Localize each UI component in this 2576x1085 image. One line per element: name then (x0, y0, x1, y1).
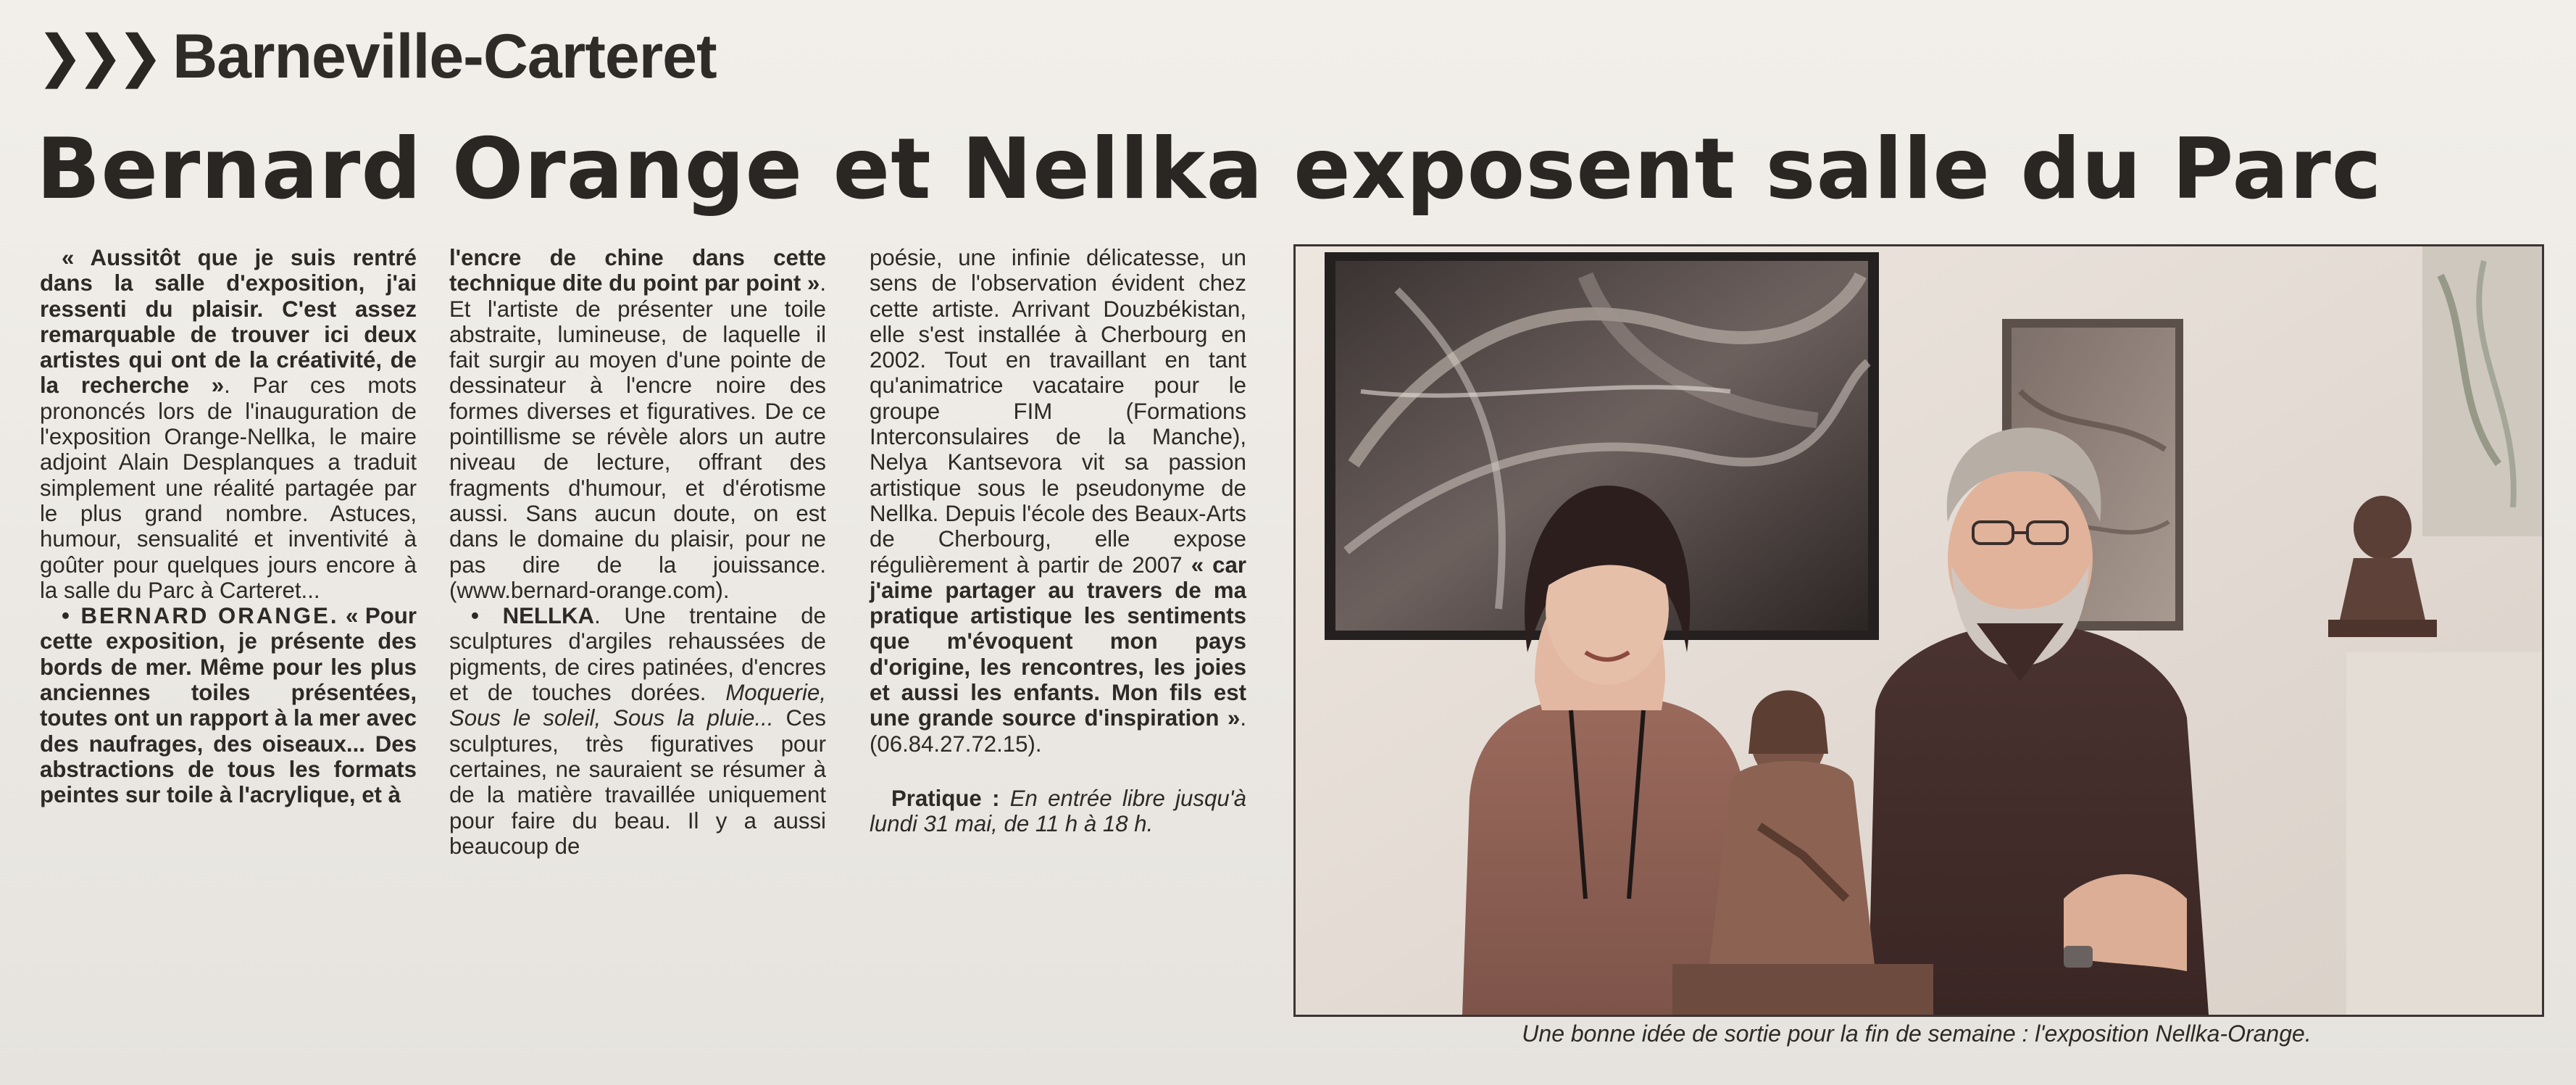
practical-text: En entrée libre jusqu'à lundi 31 mai, de 11 h à 18 h. (870, 785, 1246, 837)
nellka-text-1: . Une trentaine de sculptures d'argiles rehaussées de pigments, de cires patinées, d'encres et de touches dorées. (449, 603, 826, 706)
section-heading-nellka: • NELLKA (471, 603, 595, 629)
phone-number: . (06.84.27.72.15). (870, 705, 1246, 757)
photo-caption: Une bonne idée de sortie pour la fin de semaine : l'exposition Nellka-Orange. (1522, 1020, 2312, 1047)
nellka-titles: Moquerie, Sous le soleil, Sous la pluie... (449, 680, 826, 731)
orange-quote: « Pour cette exposition, je présente des bords de mer. Même pour les plus anciennes toiles présentées, toutes ont un rapport à la mer avec des naufrages, des oiseaux... Des abstractions de tous les formats peintes sur toile à l'acrylique, et à (40, 603, 417, 808)
section-heading-orange: • BERNARD ORANGE. (62, 603, 339, 629)
rubric-header (36, 20, 717, 93)
practical-label: Pratique : (891, 785, 1000, 811)
article-column-2 (449, 245, 826, 859)
wall-plant-panel (2422, 246, 2542, 536)
intro-quote: « Aussitôt que je suis rentré dans la salle d'exposition, j'ai ressenti du plaisir. C'est assez remarquable de trouver ici deux artistes qui ont de la créativité, de la recherche » (40, 245, 417, 399)
practical-info (870, 786, 1246, 837)
rubric-title: Barneville-Carteret (172, 22, 717, 91)
article-paragraph (40, 603, 417, 807)
article-column-1 (40, 245, 417, 808)
article-paragraph (40, 245, 417, 603)
intro-text: . Par ces mots prononcés lors de l'inauguration de l'exposition Orange-Nellka, le maire adjoint Alain Desplanques a traduit simplement une réalité partagée par le plus grand nombre. Astuces, humour, sensualité et inventivité à goûter pour quelques jours encore à la salle du Parc à Carteret... (40, 373, 417, 603)
nellka-text-2: Ces sculptures, très figuratives pour certaines, ne sauraient se résumer à de la matière travaillée uniquement pour faire du beau. Il y a aussi beaucoup de (449, 705, 826, 859)
article-column-3 (870, 245, 1246, 837)
article-photo (1293, 244, 2544, 1017)
orange-text: . Et l'artiste de présenter une toile abstraite, lumineuse, de laquelle il fait surgir au moyen d'une pointe de dessinateur à l'encre noire des formes diverses et figuratives. De ce pointillisme se révèle alors un autre niveau de lecture, offrant des fragments d'humour, et d'érotisme aussi. Sans aucun doute, on est dans le domaine du plaisir, pour ne pas dire de la jouissance. (www.bernard-orange.com). (449, 270, 826, 603)
orange-quote-end: l'encre de chine dans cette technique dite du point par point » (449, 245, 826, 296)
chevron-right-icon: ❯❯❯ (36, 24, 157, 89)
nellka-text-3: poésie, une infinie délicatesse, un sens de l'observation évident chez cette artiste. Arrivant Douzbékistan, elle s'est installée à Cherbourg en 2002. Tout en travaillant en tant qu'animatrice vacataire pour le groupe FIM (Formations Interconsulaires de la Manche), Nelya Kantsevora vit sa passion artistique sous le pseudonyme de Nellka. Depuis l'école des Beaux-Arts de Cherbourg, elle expose régulièrement à partir de 2007 (870, 245, 1246, 578)
article-paragraph (449, 245, 826, 603)
nellka-quote: « car j'aime partager au travers de ma pratique artistique les sentiments que m'évoquent mon pays d'origine, les rencontres, les joies et aussi les enfants. Mon fils est une grande source d'inspiration » (870, 552, 1246, 731)
article-paragraph (870, 245, 1246, 757)
article-headline: Bernard Orange et Nellka exposent salle du Parc (36, 120, 2383, 218)
photo-illustration (1296, 246, 2542, 1015)
article-paragraph (449, 603, 826, 859)
